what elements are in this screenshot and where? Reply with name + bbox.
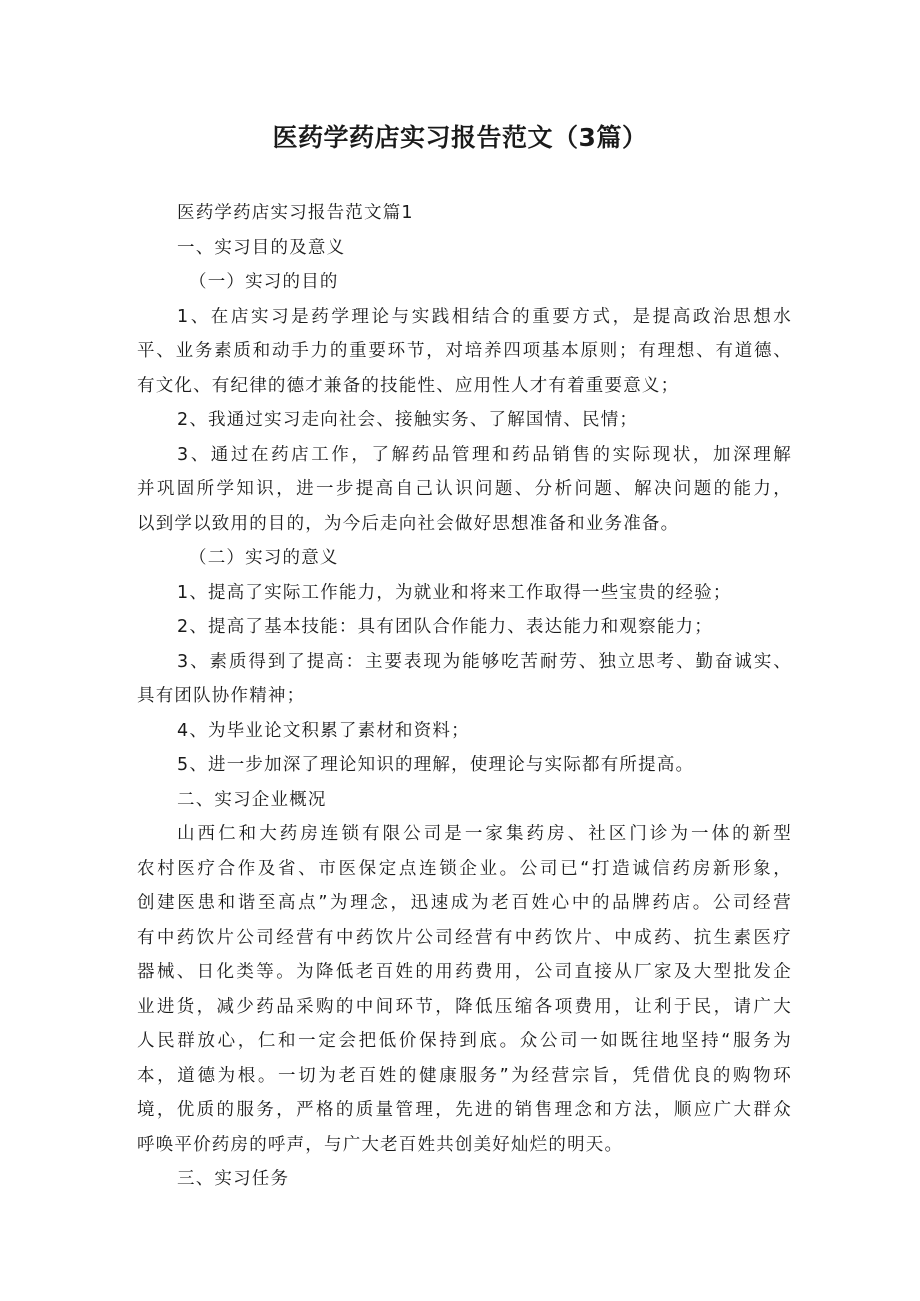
paragraph-line: 有文化、有纪律的德才兼备的技能性、应用性人才有着重要意义； [137,375,680,396]
paragraph-line: 并巩固所学知识，进一步提高自己认识问题、分析问题、解决问题的能力， [137,479,792,499]
paragraph-line: 5、进一步加深了理论知识的理解，使理论与实际都有所提高。 [177,755,695,775]
subsection-heading: （二）实习的意义 [189,548,339,568]
paragraph-line: 本，道德为根。一切为老百姓的健康服务”为经营宗旨，凭借优良的购物环 [137,1065,792,1086]
paragraph-line: 业进货，减少药品采购的中间环节，降低压缩各项费用，让利于民，请广大 [137,996,792,1017]
paragraph-line: 平、业务素质和动手力的重要环节，对培养四项基本原则；有理想、有道德、 [137,341,792,361]
paragraph-line: 2、我通过实习走向社会、接触实务、了解国情、民情； [177,410,639,430]
paragraph-line: 呼唤平价药房的呼声，与广大老百姓共创美好灿烂的明天。 [137,1134,624,1155]
paragraph-line: 农村医疗合作及省、市医保定点连锁企业。公司已“打造诚信药房新形象， [137,858,792,879]
paragraph-line: 2、提高了基本技能：具有团队合作能力、表达能力和观察能力； [177,617,713,637]
section-heading: 医药学药店实习报告范文篇1 [177,203,414,223]
paragraph-line: 创建医患和谐至高点”为理念，迅速成为老百姓心中的品牌药店。公司经营 [137,893,792,913]
paragraph-line: 3、通过在药店工作，了解药品管理和药品销售的实际现状，加深理解 [177,444,792,465]
paragraph-line: 3、素质得到了提高：主要表现为能够吃苦耐劳、独立思考、勤奋诚实、 [177,651,792,672]
paragraph-line: 1、提高了实际工作能力，为就业和将来工作取得一些宝贵的经验； [177,582,732,603]
section-heading: 三、实习任务 [177,1169,290,1189]
subsection-heading: （一）实习的目的 [189,272,339,292]
document-body [137,196,792,1197]
paragraph-line: 1、在店实习是药学理论与实践相结合的重要方式，是提高政治思想水 [177,306,792,327]
paragraph-line: 有中药饮片公司经营有中药饮片公司经营有中药饮片、中成药、抗生素医疗 [137,927,792,948]
section-heading: 二、实习企业概况 [177,789,327,810]
paragraph-line: 4、为毕业论文积累了素材和资料； [177,720,470,741]
paragraph-line: 具有团队协作精神； [137,686,306,706]
paragraph-line: 境，优质的服务，严格的质量管理，先进的销售理念和方法，顺应广大群众 [137,1100,792,1120]
paragraph-line: 以到学以致用的目的，为今后走向社会做好思想准备和业务准备。 [137,513,680,534]
document-title: 医药学药店实习报告范文（3篇） [272,123,648,152]
paragraph-line: 山西仁和大药房连锁有限公司是一家集药房、社区门诊为一体的新型 [177,824,792,844]
paragraph-line: 人民群放心，仁和一定会把低价保持到底。众公司一如既往地坚持“服务为 [137,1031,792,1051]
section-heading: 一、实习目的及意义 [177,237,346,258]
paragraph-line: 器械、日化类等。为降低老百姓的用药费用，公司直接从厂家及大型批发企 [137,962,792,982]
